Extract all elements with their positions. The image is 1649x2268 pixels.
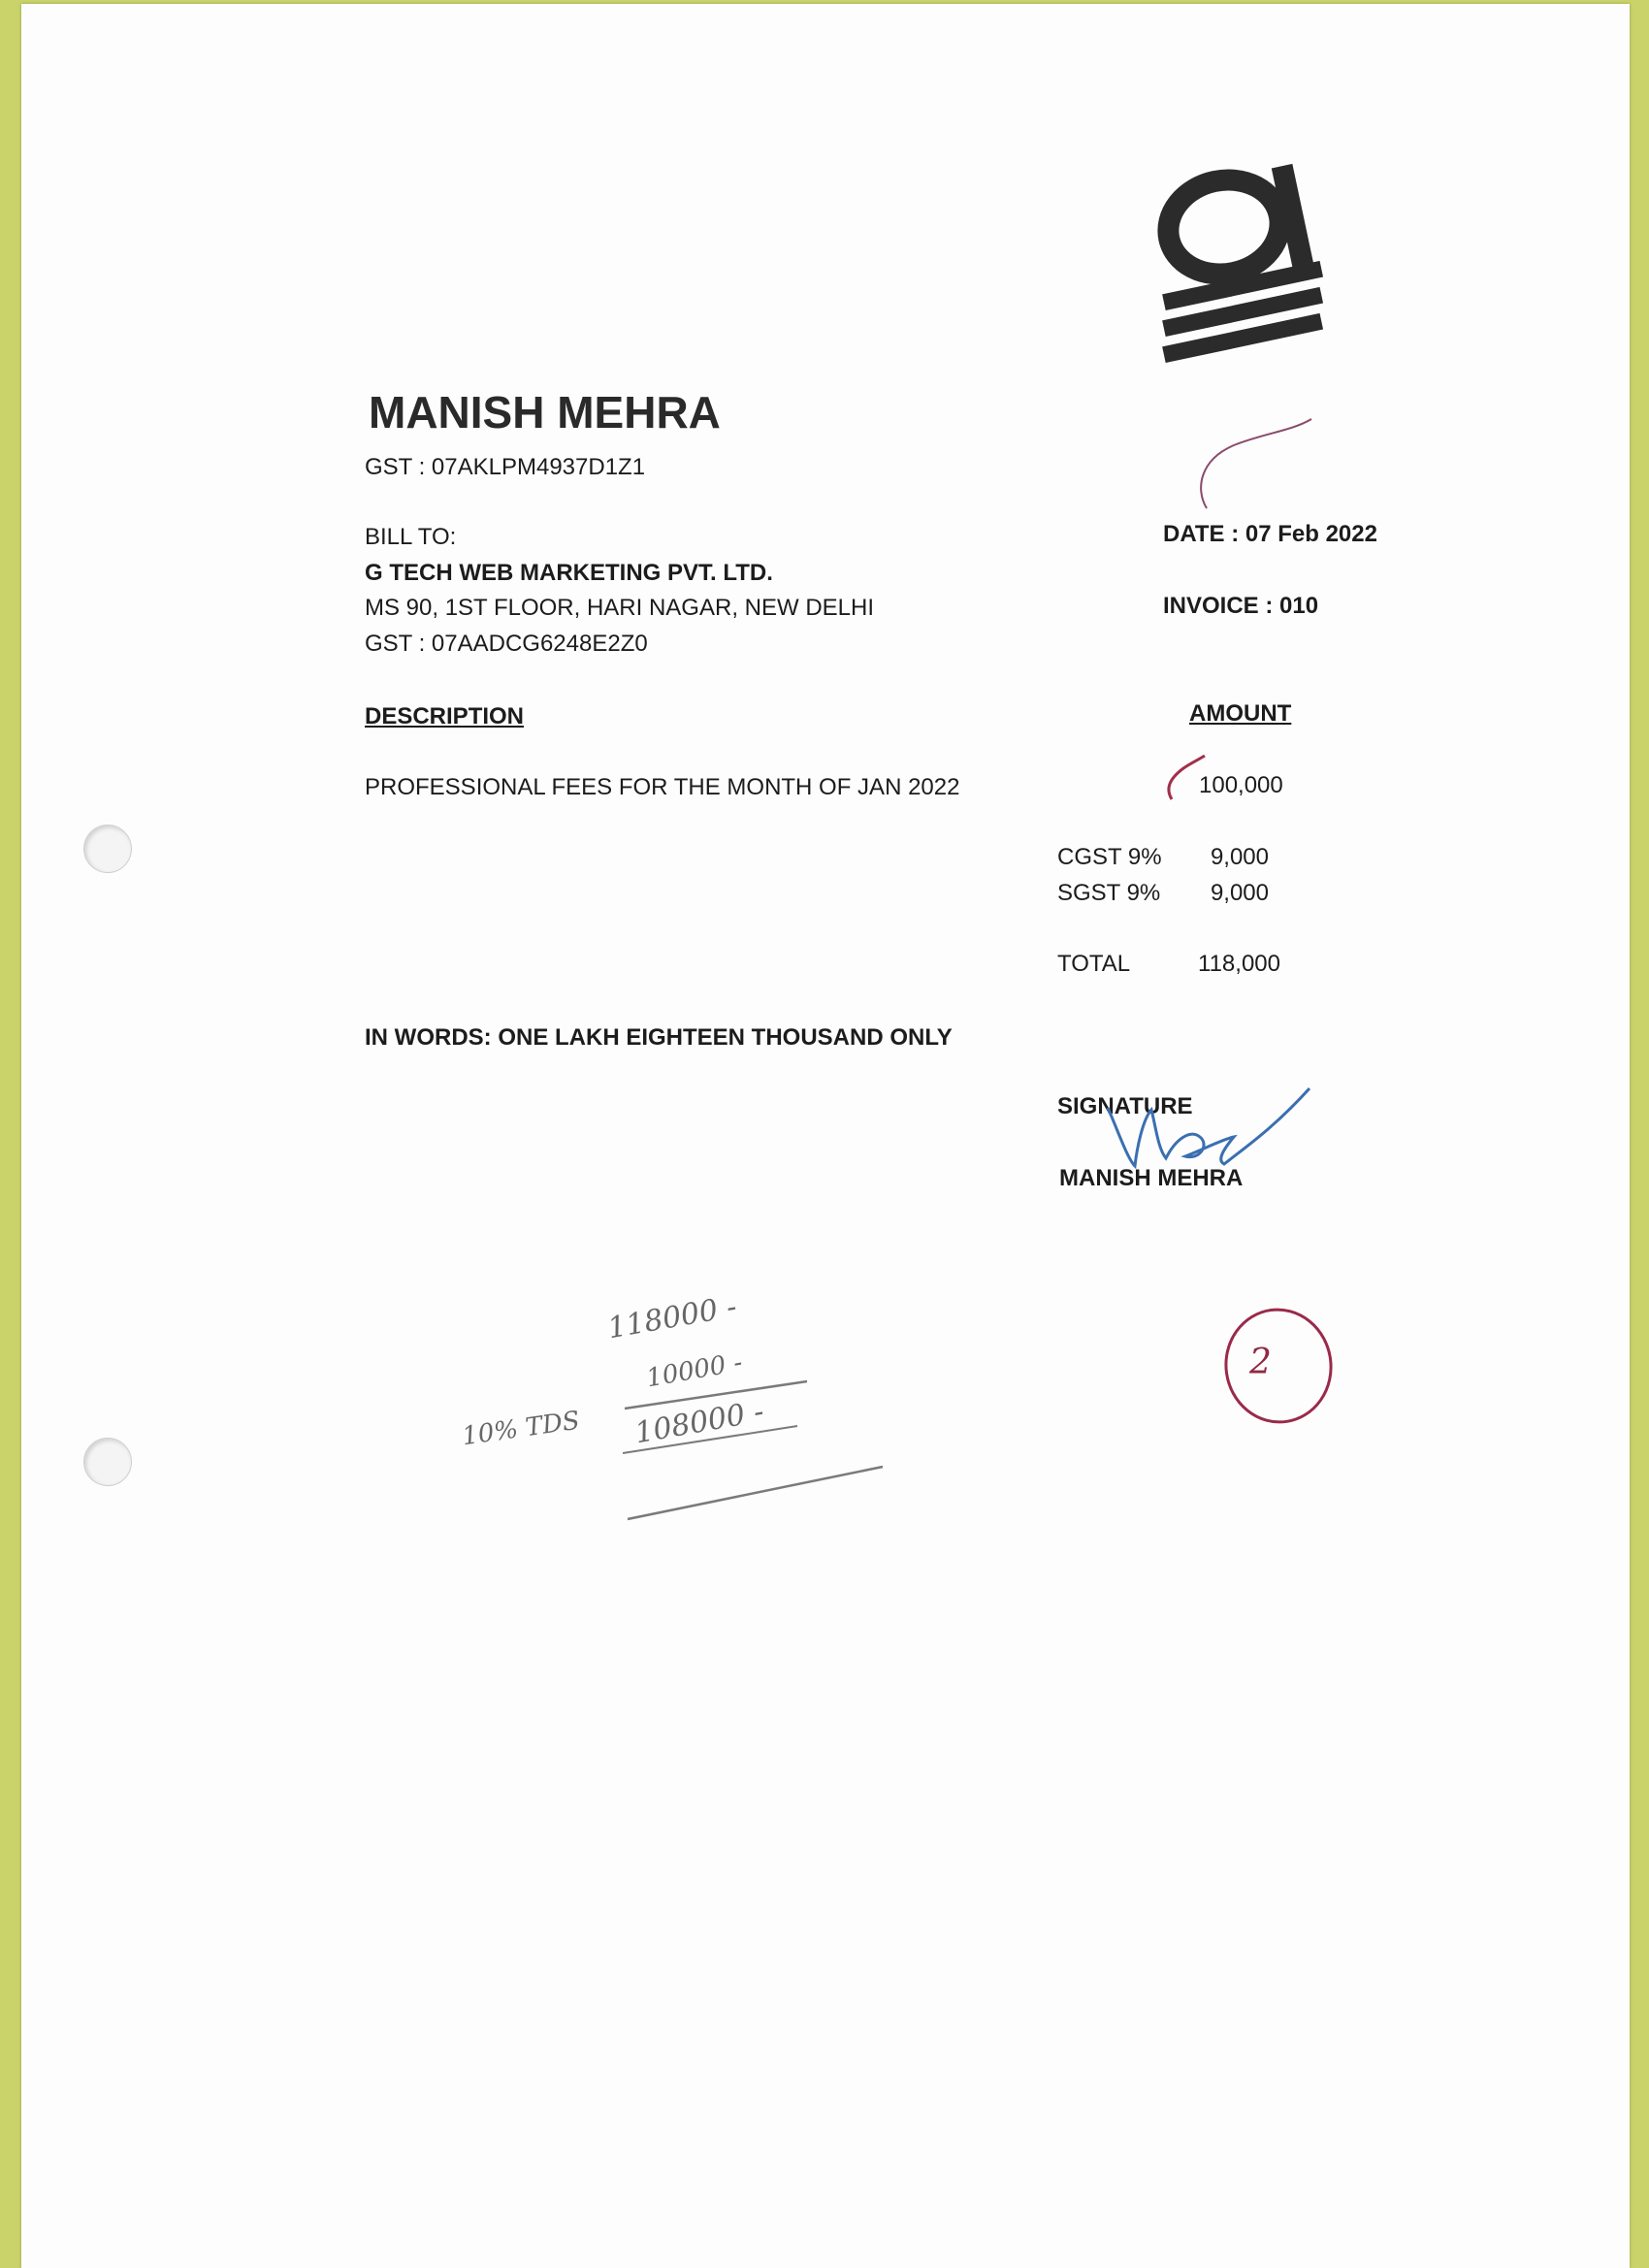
tax-label-sgst: SGST 9% xyxy=(1057,880,1161,906)
tax-label-cgst: CGST 9% xyxy=(1057,844,1162,870)
handwritten-line-1: 118000 - xyxy=(604,1289,740,1346)
tax-value-cgst: 9,000 xyxy=(1210,844,1269,870)
amount-header: AMOUNT xyxy=(1189,700,1292,727)
issuer-gst: GST : 07AKLPM4937D1Z1 xyxy=(365,454,646,480)
handwritten-result: 108000 - xyxy=(631,1394,767,1451)
red-circle-icon xyxy=(1218,1303,1338,1429)
line-item-amount: 100,000 xyxy=(1199,772,1283,798)
bill-to-gst: GST : 07AADCG6248E2Z0 xyxy=(365,631,648,657)
bill-to-address: MS 90, 1ST FLOOR, HARI NAGAR, NEW DELHI xyxy=(365,595,874,621)
signatory-name: MANISH MEHRA xyxy=(1059,1165,1244,1191)
pencil-underline-icon xyxy=(625,1381,807,1409)
tick-mark-icon xyxy=(1169,756,1205,799)
handwritten-tds-note: 10% TDS xyxy=(460,1406,582,1452)
signature-label: SIGNATURE xyxy=(1057,1093,1193,1119)
invoice-number: INVOICE : 010 xyxy=(1163,593,1319,619)
bill-to-company: G TECH WEB MARKETING PVT. LTD. xyxy=(365,560,773,586)
issuer-name: MANISH MEHRA xyxy=(369,387,721,437)
invoice-sheet xyxy=(21,4,1630,2268)
tax-value-sgst: 9,000 xyxy=(1210,880,1269,906)
handwritten-circled-number: 2 xyxy=(1249,1343,1272,1382)
pencil-underline-icon xyxy=(623,1426,797,1453)
signature-scribble-icon xyxy=(1108,1088,1310,1166)
total-label: TOTAL xyxy=(1057,951,1131,977)
amount-in-words: IN WORDS: ONE LAKH EIGHTEEN THOUSAND ONLY xyxy=(365,1024,953,1051)
ink-marks xyxy=(21,4,1630,2268)
pencil-underline-icon xyxy=(628,1467,883,1519)
invoice-date: DATE : 07 Feb 2022 xyxy=(1163,521,1377,547)
tick-mark-icon xyxy=(1201,419,1311,508)
total-value: 118,000 xyxy=(1198,951,1280,977)
handwritten-line-2: 10000 - xyxy=(644,1347,745,1394)
line-item-description: PROFESSIONAL FEES FOR THE MONTH OF JAN 2022 xyxy=(365,774,960,800)
bill-to-label: BILL TO: xyxy=(365,524,457,550)
description-header: DESCRIPTION xyxy=(365,703,525,729)
